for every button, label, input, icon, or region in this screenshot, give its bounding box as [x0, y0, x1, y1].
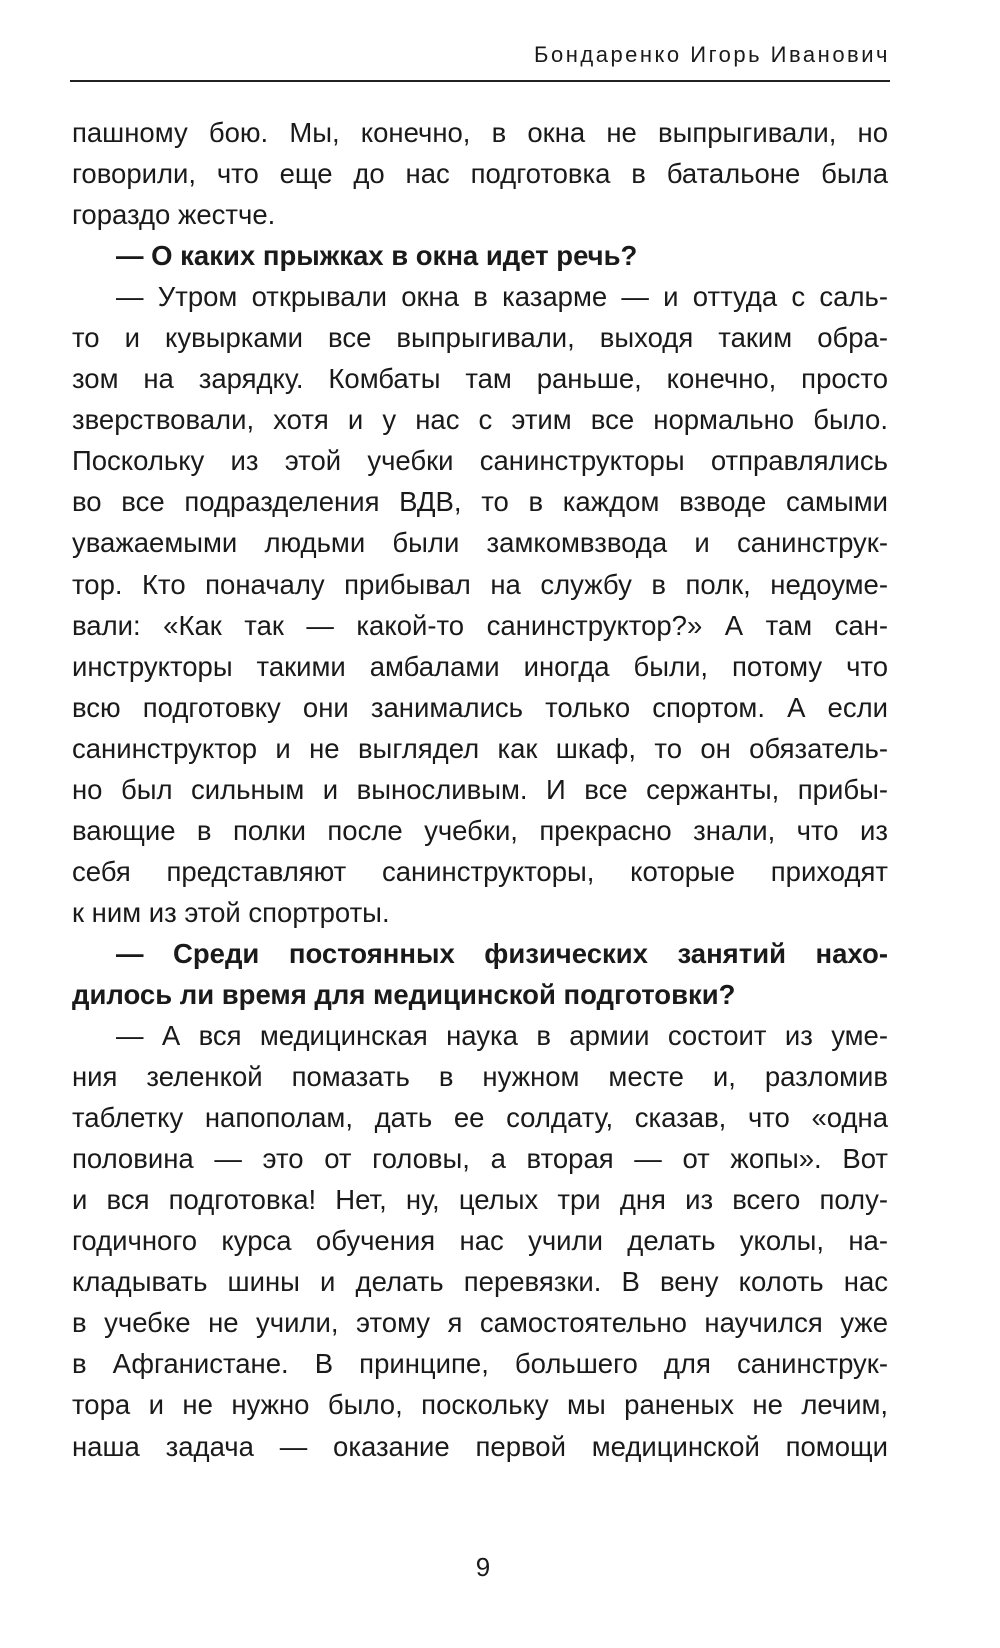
- text-line: гораздо жестче.: [72, 199, 276, 231]
- text-line: — Утром открывали окна в казарме — и оттуда с саль-: [116, 281, 888, 313]
- text-line: вали: «Как так — какой-то санинструктор?» А там сан-: [72, 609, 888, 641]
- text-line: вающие в полки после учебки, прекрасно знали, что из: [72, 814, 888, 846]
- body-text: [72, 112, 888, 1467]
- text-line: зом на зарядку. Комбаты там раньше, конечно, просто: [72, 363, 888, 395]
- text-line: пашному бою. Мы, конечно, в окна не выпрыгивали, но: [72, 117, 888, 148]
- text-line: но был сильным и выносливым. И все сержанты, прибы-: [72, 773, 888, 805]
- question-line: — Среди постоянных физических занятий нахо-: [116, 937, 888, 969]
- text-line: Поскольку из этой учебки санинструкторы отправлялись: [72, 445, 888, 477]
- question-line: дилось ли время для медицинской подготовки?: [72, 978, 736, 1010]
- text-line: зверствовали, хотя и у нас с этим все нормально было.: [72, 404, 888, 436]
- text-line: годичного курса обучения нас учили делать уколы, на-: [72, 1225, 888, 1257]
- text-line: к ним из этой спортроты.: [72, 896, 390, 928]
- text-line: половина — это от головы, а вторая — от жопы». Вот: [72, 1143, 888, 1175]
- text-line: себя представляют санинструкторы, которые приходят: [72, 855, 888, 887]
- text-line: в учебке не учили, этому я самостоятельно научился уже: [72, 1307, 888, 1339]
- text-line: в Афганистане. В принципе, большего для санинструк-: [72, 1348, 888, 1380]
- text-line: наша задача — оказание первой медицинской помощи: [72, 1430, 888, 1462]
- running-header: Бондаренко Игорь Иванович: [534, 42, 890, 67]
- text-line: и вся подготовка! Нет, ну, целых три дня из всего полу-: [72, 1184, 888, 1216]
- text-line: — А вся медицинская наука в армии состоит из уме-: [116, 1020, 888, 1052]
- text-line: ния зеленкой помазать в нужном месте и, разломив: [72, 1061, 888, 1093]
- text-line: во все подразделения ВДВ, то в каждом взводе самыми: [72, 486, 888, 518]
- text-line: тора и не нужно было, поскольку мы раненых не лечим,: [72, 1389, 888, 1421]
- text-line: тор. Кто поначалу прибывал на службу в полк, недоуме-: [72, 568, 888, 600]
- text-line: всю подготовку они занимались только спортом. А если: [72, 691, 888, 723]
- page-number: 9: [475, 1552, 491, 1582]
- text-line: кладывать шины и делать перевязки. В вену колоть нас: [72, 1266, 888, 1298]
- text-line: инструкторы такими амбалами иногда были, потому что: [72, 650, 888, 682]
- header-rule: [70, 80, 890, 82]
- text-line: таблетку напополам, дать ее солдату, сказав, что «одна: [72, 1102, 888, 1134]
- text-line: говорили, что еще до нас подготовка в батальоне была: [72, 158, 888, 190]
- text-line: то и кувырками все выпрыгивали, выходя таким обра-: [72, 322, 888, 354]
- question-line: — О каких прыжках в окна идет речь?: [116, 240, 638, 272]
- text-line: санинструктор и не выглядел как шкаф, то он обязатель-: [72, 732, 888, 764]
- text-line: уважаемыми людьми были замкомвзвода и санинструк-: [72, 527, 888, 559]
